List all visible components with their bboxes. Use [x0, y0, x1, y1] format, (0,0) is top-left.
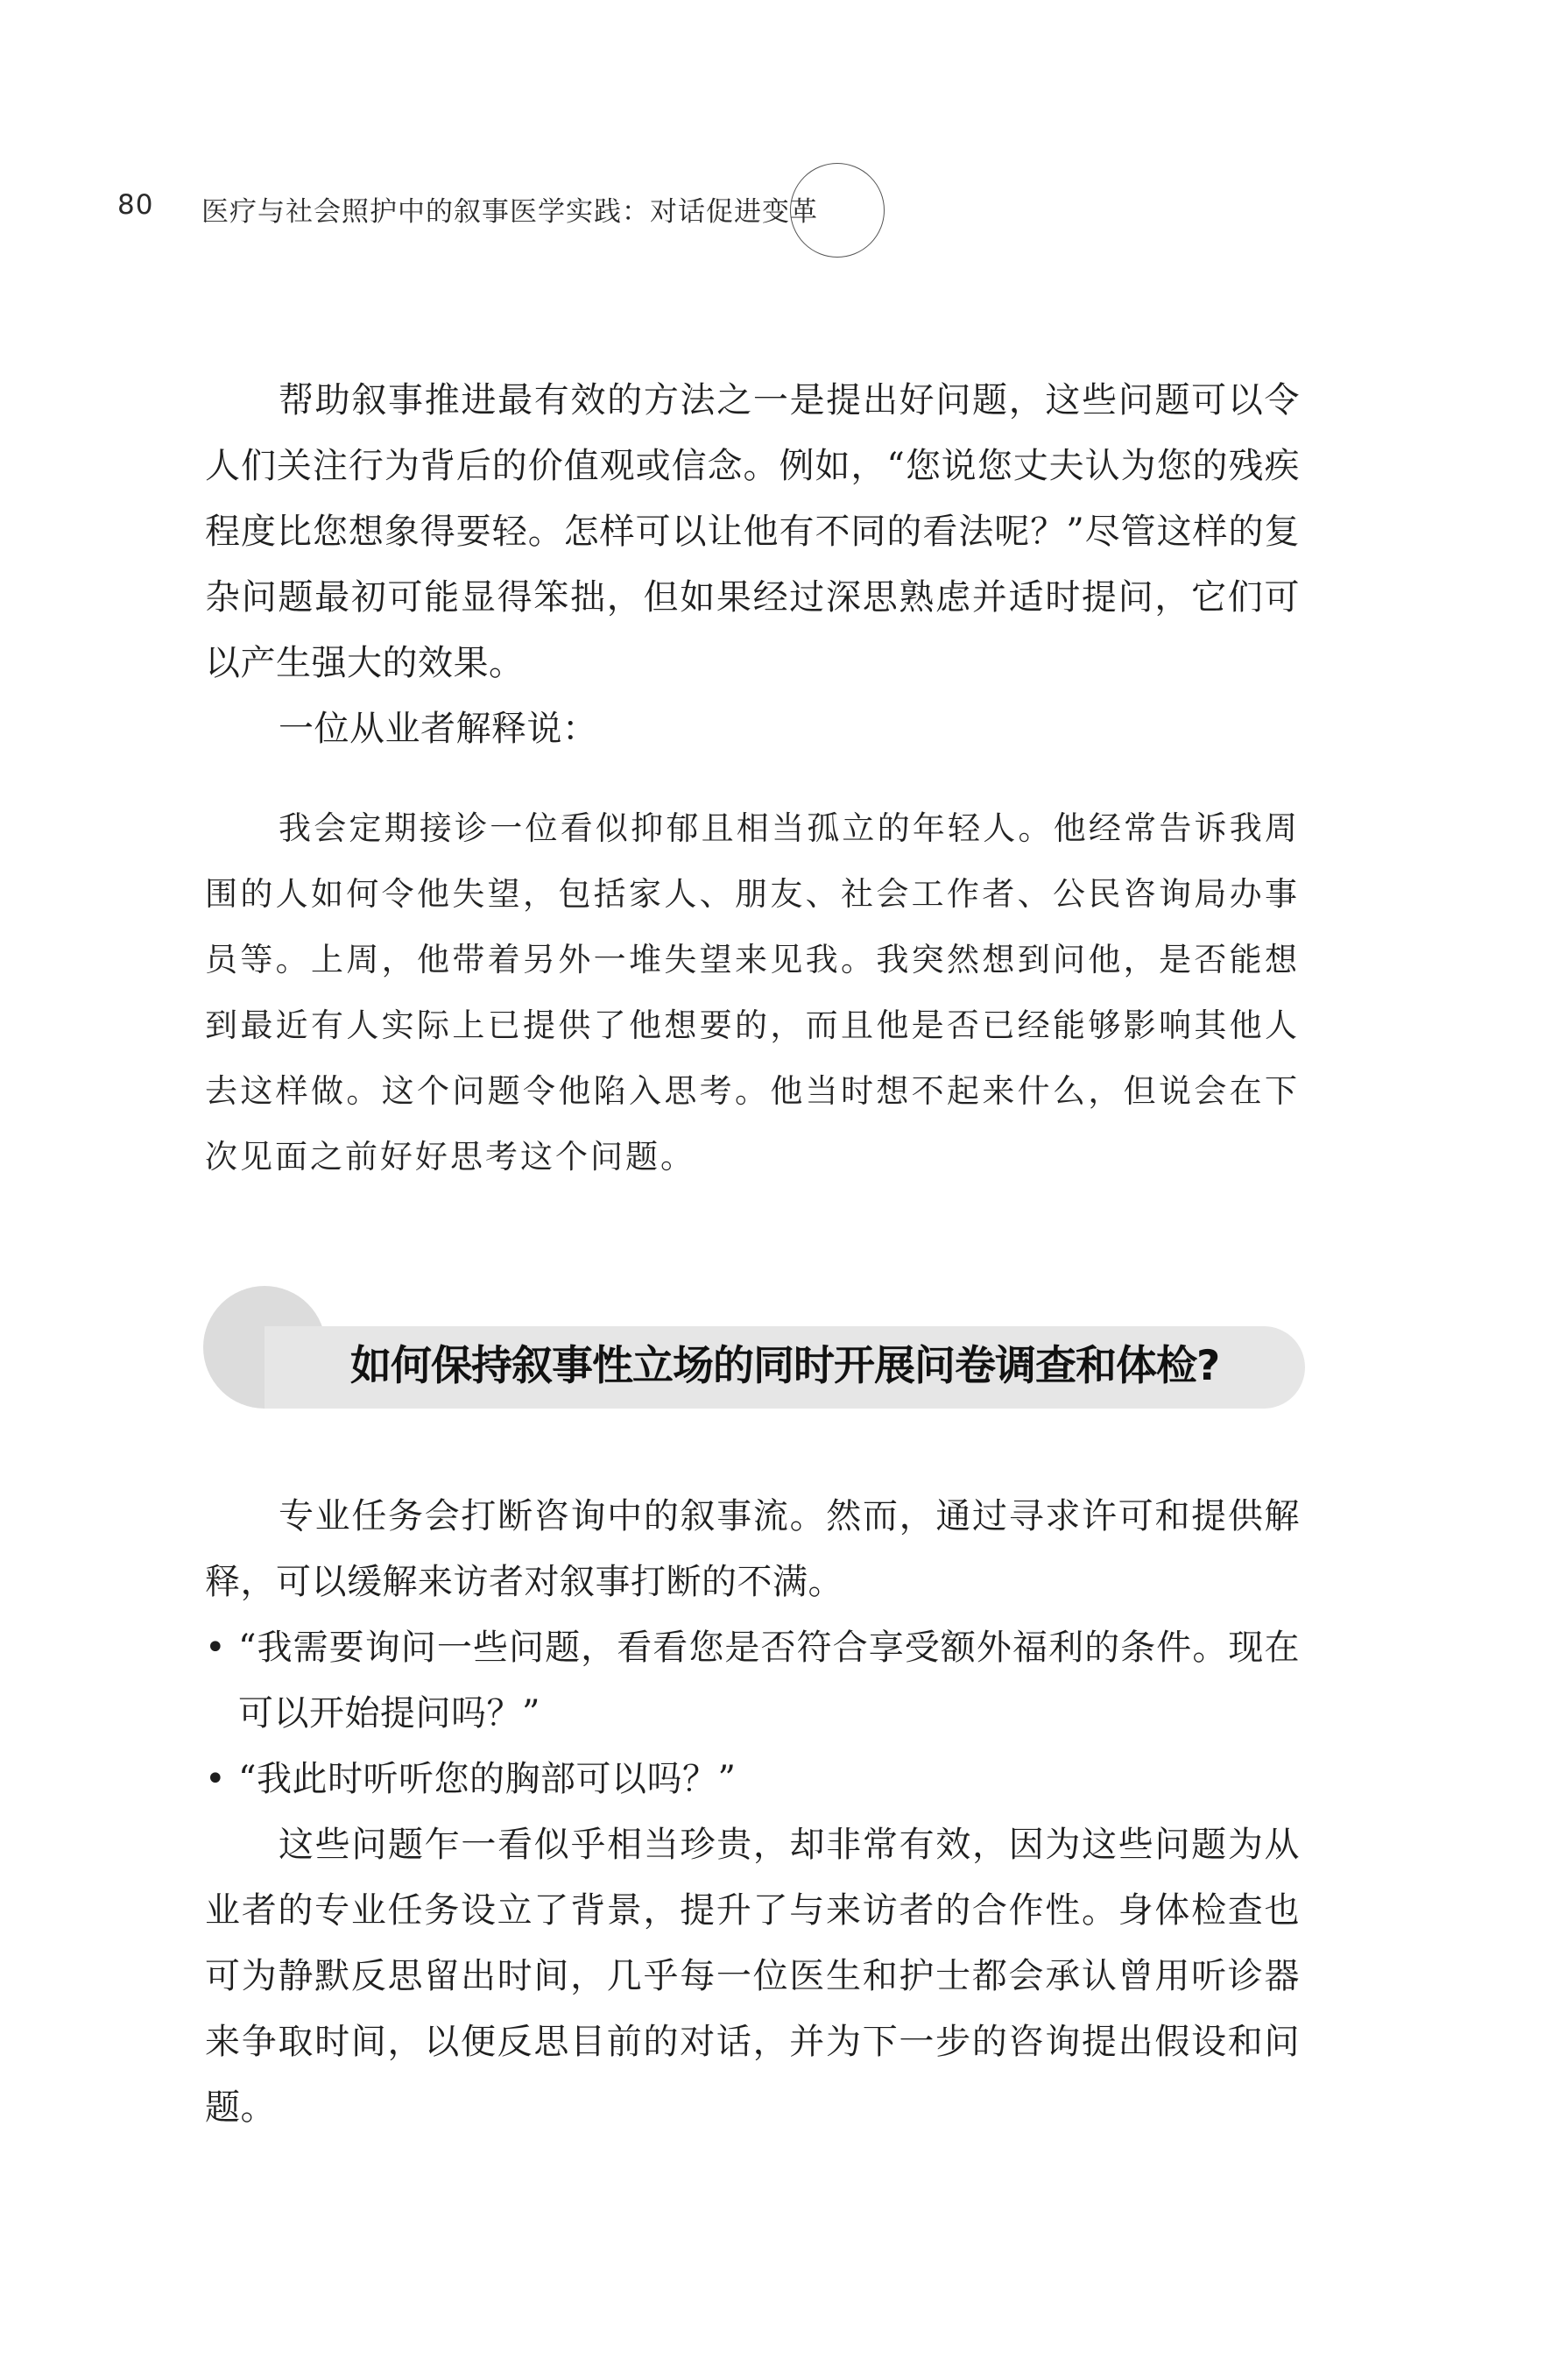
header-circle-ornament	[790, 163, 885, 258]
paragraph-1: 帮助叙事推进最有效的方法之一是提出好问题，这些问题可以令人们关注行为背后的价值观或信念。例如，“您说您丈夫认为您的残疾程度比您想象得要轻。怎样可以让他有不同的看法呢？”尽管这样的复杂问题最初可能显得笨拙，但如果经过深思熟虑并适时提问，它们可以产生强大的效果。	[205, 380, 1300, 683]
paragraph-3: 专业任务会打断咨询中的叙事流。然而，通过寻求许可和提供解释，可以缓解来访者对叙事打断的不满。	[205, 1496, 1300, 1602]
book-title: 医疗与社会照护中的叙事医学实践：对话促进变革	[201, 196, 818, 228]
bullet-text: “我此时听听您的胸部可以吗？”	[238, 1759, 737, 1799]
running-header	[117, 182, 993, 235]
bullet-icon: •	[205, 1759, 227, 1799]
intro-section	[205, 368, 1300, 762]
paragraph-2: 一位从业者解释说：	[279, 709, 598, 749]
list-item	[205, 1615, 1300, 1747]
section-heading-text: 如何保持叙事性立场的同时开展问卷调查和体检?	[350, 1342, 1220, 1390]
bullet-icon: •	[205, 1628, 227, 1668]
main-section	[205, 1484, 1300, 2141]
list-item	[205, 1747, 1300, 1812]
bullet-text: “我需要询问一些问题，看看您是否符合享受额外福利的条件。现在可以开始提问吗？”	[238, 1628, 1300, 1734]
practitioner-quote	[205, 795, 1300, 1190]
section-heading	[203, 1286, 1307, 1409]
page-number: 80	[117, 189, 154, 221]
paragraph-4: 这些问题乍一看似乎相当珍贵，却非常有效，因为这些问题为从业者的专业任务设立了背景，提升了与来访者的合作性。身体检查也可为静默反思留出时间，几乎每一位医生和护士都会承认曾用听诊器来争取时间，以便反思目前的对话，并为下一步的咨询提出假设和问题。	[205, 1825, 1300, 2128]
bullet-list	[205, 1615, 1300, 1812]
quote-text: 我会定期接诊一位看似抑郁且相当孤立的年轻人。他经常告诉我周围的人如何令他失望，包括家人、朋友、社会工作者、公民咨询局办事员等。上周，他带着另外一堆失望来见我。我突然想到问他，是否能想到最近有人实际上已提供了他想要的，而且他是否已经能够影响其他人去这样做。这个问题令他陷入思考。他当时想不起来什么，但说会在下次见面之前好好思考这个问题。	[205, 809, 1300, 1176]
